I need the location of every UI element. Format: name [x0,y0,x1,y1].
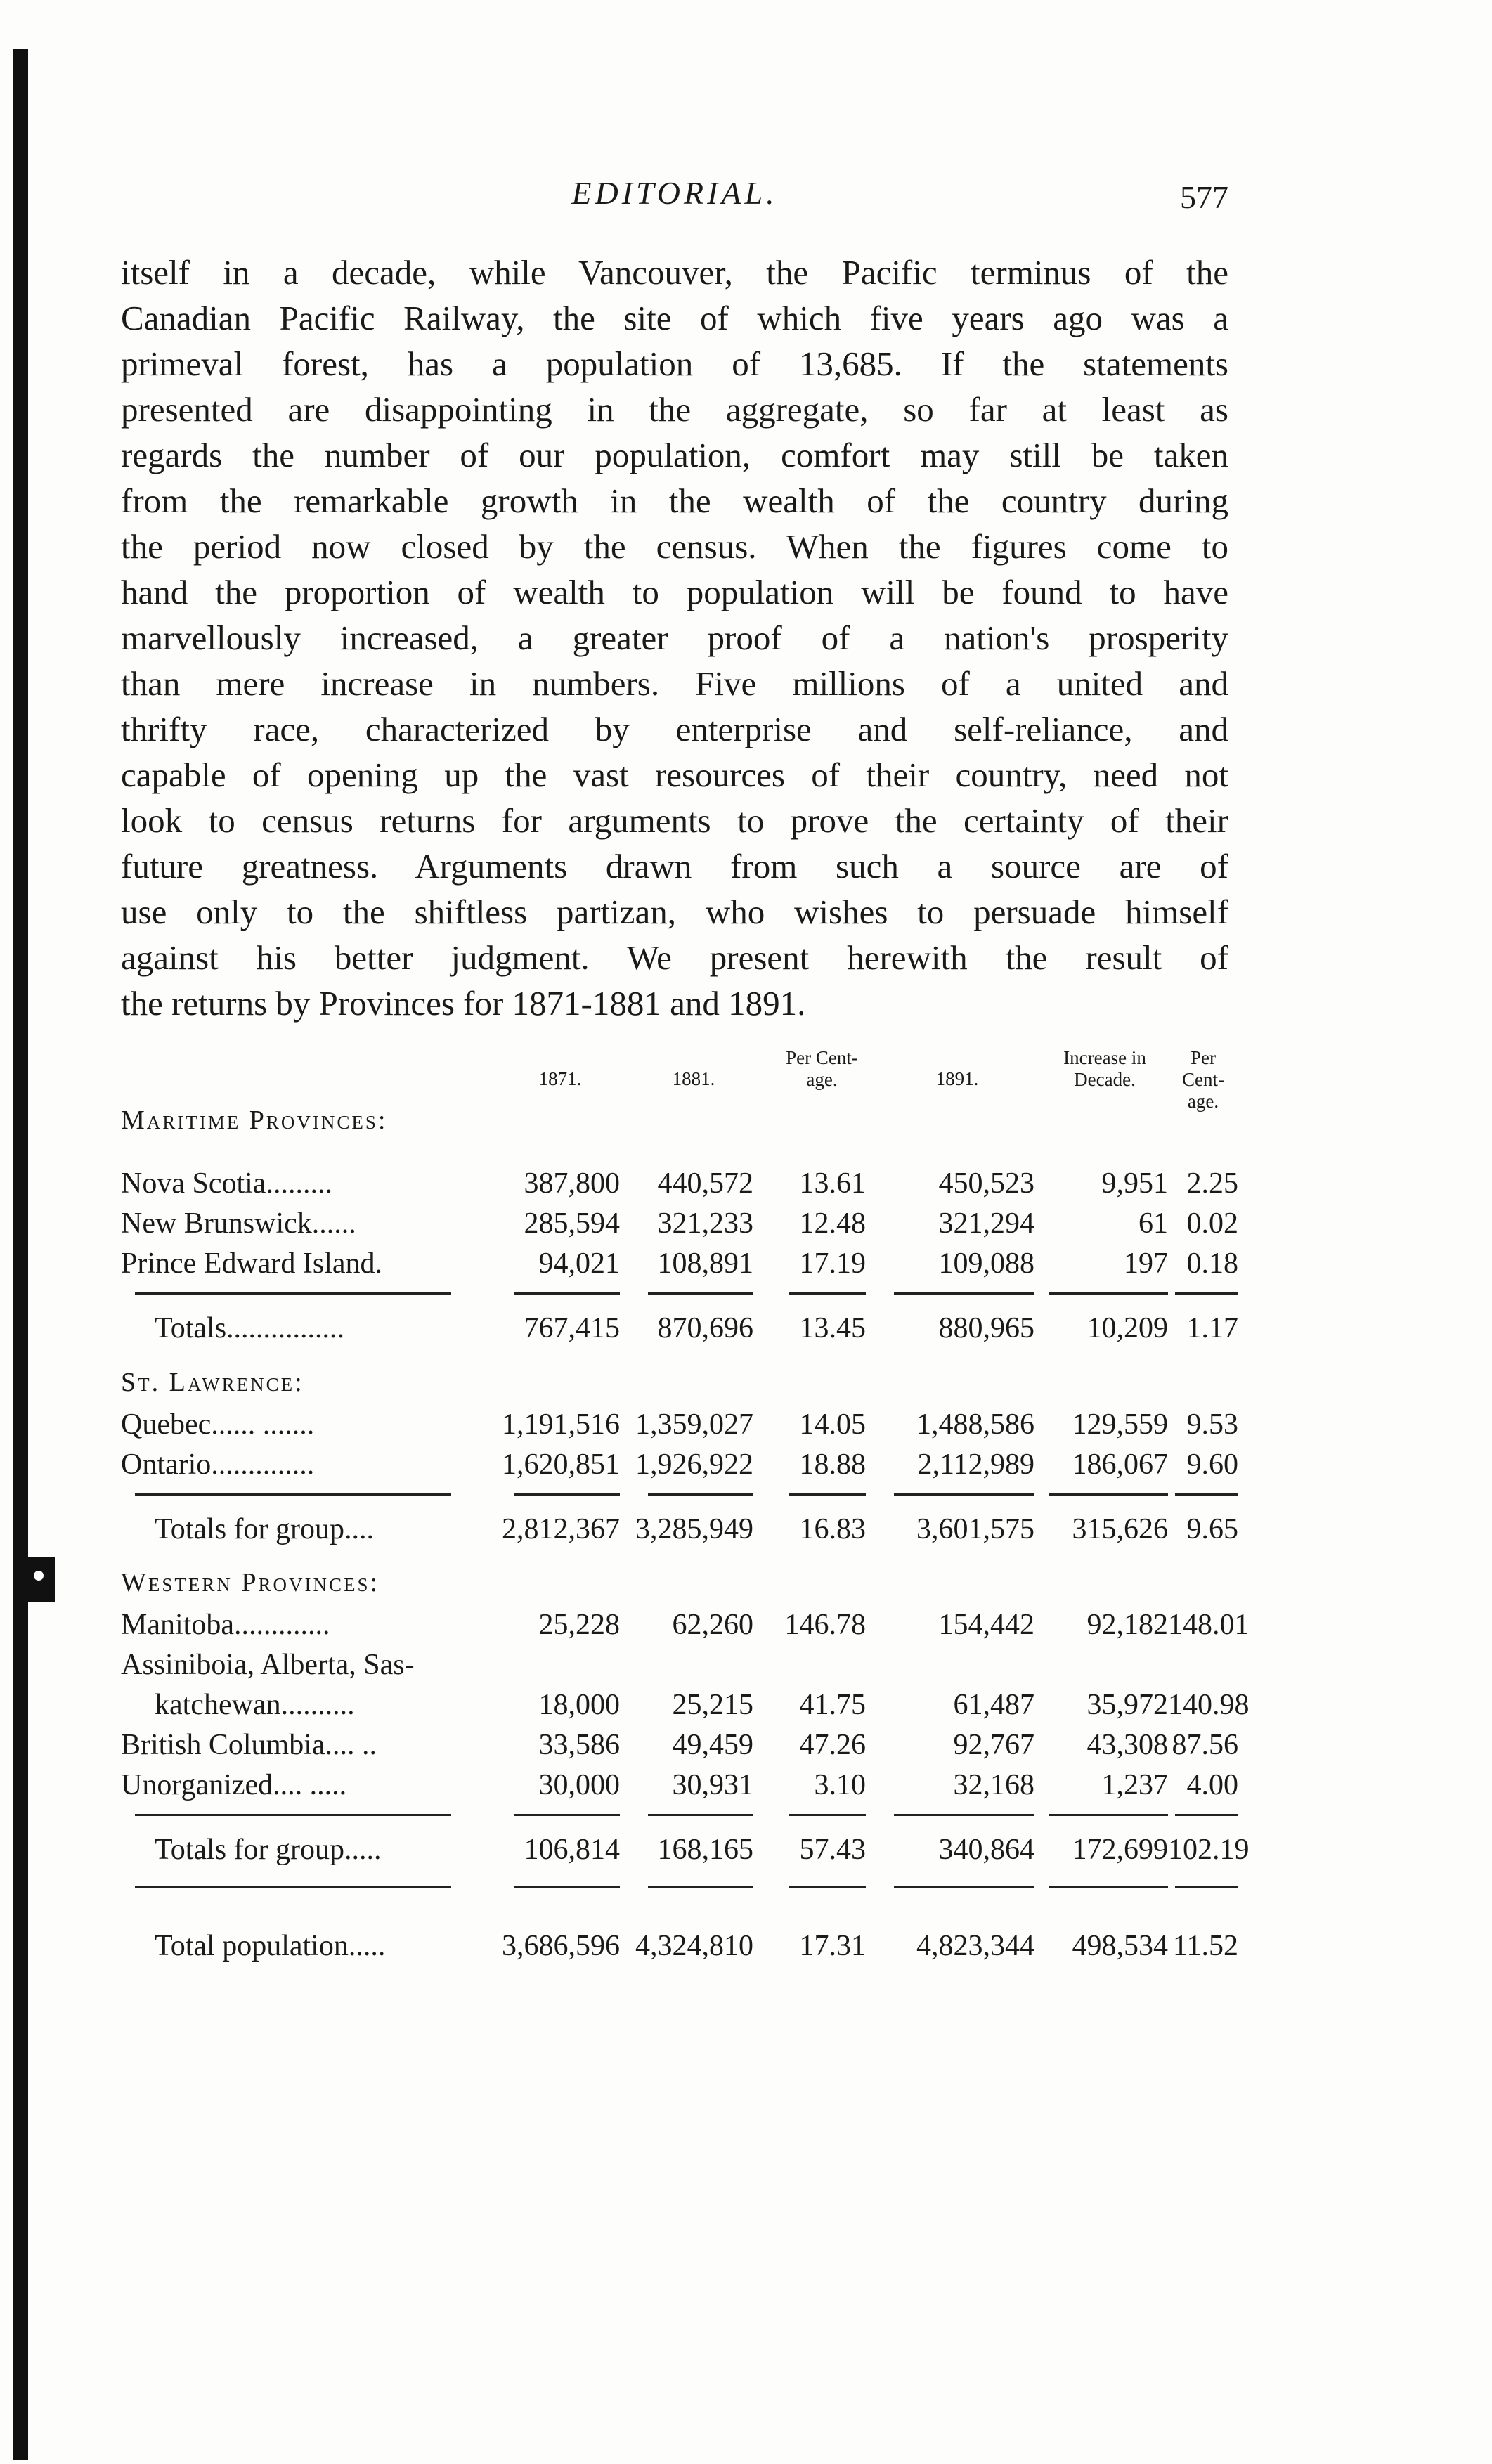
text-line: look to census returns for arguments to prove the certainty of their [121,801,1228,840]
table-cell: 1,191,516 [502,1408,620,1441]
table-rule [1175,1886,1238,1888]
group-title: Maritime Provinces: [121,1105,388,1135]
table-cell: 154,442 [938,1609,1034,1641]
table-rule [1175,1814,1238,1816]
table-cell: 440,572 [657,1167,753,1200]
table-row [121,1728,1238,1768]
table-cell: 9.53 [1186,1408,1238,1441]
row-label: British Columbia.... .. [121,1729,377,1761]
group-title: St. Lawrence: [121,1368,304,1397]
page-number: 577 [1180,179,1228,215]
table-rule [894,1886,1034,1888]
table-rule [789,1493,866,1496]
table-cell: 498,534 [1072,1930,1168,1962]
table-cell: 4,324,810 [635,1930,753,1962]
editorial-paragraph [121,249,1228,1026]
table-cell: 61,487 [953,1689,1034,1721]
table-row [121,1167,1238,1206]
text-line: primeval forest, has a population of 13,685. If the statements [121,344,1228,383]
table-cell: 315,626 [1072,1513,1168,1545]
table-cell: 2,812,367 [502,1513,620,1545]
table-cell: 146.78 [784,1609,866,1641]
table-rule [514,1886,620,1888]
table-cell: 9.65 [1186,1513,1238,1545]
table-rule [1175,1292,1238,1295]
text-line: the period now closed by the census. When the figures come to [121,527,1228,566]
text-line: future greatness. Arguments drawn from such a source are of [121,847,1228,886]
totals-row [121,1311,1238,1351]
row-label: New Brunswick...... [121,1207,356,1240]
table-rule [1049,1886,1168,1888]
table-rule [135,1814,451,1816]
table-cell: 1,359,027 [635,1408,753,1441]
text-line: hand the proportion of wealth to population will be found to have [121,573,1228,611]
table-cell: 61 [1139,1207,1168,1240]
text-line: presented are disappointing in the aggregate, so far at least as [121,390,1228,429]
table-cell: 4.00 [1186,1769,1238,1801]
table-cell: 109,088 [938,1247,1034,1280]
table-row [121,1207,1238,1246]
row-label: Totals for group.... [155,1513,375,1545]
table-rule [1049,1292,1168,1295]
table-rule [648,1292,753,1295]
table-cell: 1,488,586 [916,1408,1034,1441]
table-cell: 9.60 [1186,1448,1238,1481]
row-label: Nova Scotia......... [121,1167,332,1200]
table-cell: 18,000 [538,1689,620,1721]
table-rule [648,1493,753,1496]
scan-edge-bar [13,49,28,2460]
text-line: than mere increase in numbers. Five millions of a united and [121,664,1228,703]
text-line: regards the number of our population, comfort may still be taken [121,436,1228,474]
column-header: 1871. [538,1068,582,1089]
text-line: against his better judgment. We present herewith the result of [121,938,1228,977]
table-cell: 186,067 [1072,1448,1168,1481]
table-cell: 106,814 [524,1834,620,1866]
table-row [121,1608,1250,1647]
table-cell: 450,523 [938,1167,1034,1200]
table-cell: 16.83 [799,1513,866,1545]
table-cell: 25,215 [672,1689,753,1721]
table-cell: 197 [1124,1247,1168,1280]
table-cell: 285,594 [524,1207,620,1240]
table-cell: 321,294 [938,1207,1034,1240]
row-label: Assiniboia, Alberta, Sas- [121,1649,415,1681]
table-cell: 92,767 [953,1729,1034,1761]
column-header: 1881. [672,1068,715,1089]
table-row [121,1688,1250,1727]
table-cell: 17.31 [799,1930,866,1962]
table-cell: 41.75 [799,1689,866,1721]
table-cell: 92,182 [1086,1609,1168,1641]
group-title: Western Provinces: [121,1568,380,1597]
table-cell: 129,559 [1072,1408,1168,1441]
table-cell: 57.43 [799,1834,866,1866]
text-line: itself in a decade, while Vancouver, the Pacific terminus of the [121,253,1228,292]
table-row [121,1768,1238,1808]
table-cell: 87.56 [1172,1729,1238,1761]
table-cell: 108,891 [657,1247,753,1280]
table-cell: 13.45 [799,1312,866,1344]
table-cell: 17.19 [799,1247,866,1280]
table-cell: 1,620,851 [502,1448,620,1481]
table-cell: 3,686,596 [502,1930,620,1962]
text-line: from the remarkable growth in the wealth of the country during [121,481,1228,520]
totals-row [121,1833,1250,1872]
table-rule [648,1814,753,1816]
table-row [121,1247,1238,1286]
text-line: Canadian Pacific Railway, the site of which five years ago was a [121,299,1228,337]
table-rule [514,1493,620,1496]
table-cell: 870,696 [657,1312,753,1344]
table-cell: 43,308 [1086,1729,1168,1761]
text-line: use only to the shiftless partizan, who wishes to persuade himself [121,893,1228,931]
text-line: marvellously increased, a greater proof of a nation's prosperity [121,618,1228,657]
table-cell: 102.19 [1168,1834,1250,1866]
column-header: 1891. [935,1068,979,1089]
table-cell: 4,823,344 [916,1930,1034,1962]
table-cell: 94,021 [538,1247,620,1280]
table-rule [894,1493,1034,1496]
table-rule [514,1814,620,1816]
row-label: katchewan.......... [155,1689,355,1721]
row-label: Prince Edward Island. [121,1247,383,1280]
table-cell: 3.10 [814,1769,866,1801]
text-line: thrifty race, characterized by enterprise and self-reliance, and [121,710,1228,748]
table-rule [135,1493,451,1496]
table-cell: 32,168 [953,1769,1034,1801]
table-rule [1049,1493,1168,1496]
page-header [121,174,1228,223]
table-cell: 30,931 [672,1769,753,1801]
column-header: Increase in Decade. [1063,1047,1146,1090]
table-rule [648,1886,753,1888]
table-row [121,1408,1238,1447]
row-label: Unorganized.... ..... [121,1769,347,1801]
table-cell: 168,165 [657,1834,753,1866]
table-cell: 47.26 [799,1729,866,1761]
table-rule [789,1292,866,1295]
totals-row [121,1512,1238,1552]
table-rule [789,1886,866,1888]
text-line: capable of opening up the vast resources of their country, need not [121,756,1228,794]
table-cell: 10,209 [1086,1312,1168,1344]
table-rule [894,1292,1034,1295]
table-rule [894,1814,1034,1816]
row-label: Totals for group..... [155,1834,382,1866]
row-label: Total population..... [155,1930,386,1962]
table-cell: 0.02 [1186,1207,1238,1240]
table-cell: 880,965 [938,1312,1034,1344]
table-cell: 340,864 [938,1834,1034,1866]
row-label: Manitoba............. [121,1609,330,1641]
table-cell: 30,000 [538,1769,620,1801]
table-rule [789,1814,866,1816]
table-cell: 1.17 [1186,1312,1238,1344]
running-title: EDITORIAL. [571,175,778,211]
table-cell: 9,951 [1101,1167,1168,1200]
table-rule [1175,1493,1238,1496]
table-row [121,1448,1238,1487]
scan-edge-mark [28,1557,55,1602]
table-cell: 767,415 [524,1312,620,1344]
column-header: Per Cent-age. [1182,1047,1224,1112]
table-cell: 25,228 [538,1609,620,1641]
row-label: Quebec...... ....... [121,1408,315,1441]
text-line: the returns by Provinces for 1871-1881 and 1891. [121,984,806,1023]
table-cell: 18.88 [799,1448,866,1481]
table-rule [135,1292,451,1295]
table-cell: 387,800 [524,1167,620,1200]
grand-total-row [121,1929,1238,1969]
table-rule [135,1886,451,1888]
table-cell: 172,699 [1072,1834,1168,1866]
table-cell: 13.61 [799,1167,866,1200]
table-cell: 62,260 [672,1609,753,1641]
column-header: Per Cent-age. [786,1047,858,1090]
table-cell: 3,601,575 [916,1513,1034,1545]
table-cell: 321,233 [657,1207,753,1240]
table-cell: 49,459 [672,1729,753,1761]
table-rule [514,1292,620,1295]
table-cell: 2.25 [1186,1167,1238,1200]
table-cell: 12.48 [799,1207,866,1240]
table-cell: 140.98 [1168,1689,1250,1721]
table-cell: 148.01 [1168,1609,1250,1641]
table-cell: 2,112,989 [917,1448,1034,1481]
table-cell: 3,285,949 [635,1513,753,1545]
table-cell: 11.52 [1173,1930,1238,1962]
table-cell: 14.05 [799,1408,866,1441]
table-cell: 33,586 [538,1729,620,1761]
table-cell: 1,237 [1101,1769,1168,1801]
table-row [121,1648,1238,1687]
table-cell: 1,926,922 [635,1448,753,1481]
row-label: Totals................ [155,1312,345,1344]
row-label: Ontario.............. [121,1448,315,1481]
table-cell: 0.18 [1186,1247,1238,1280]
table-cell: 35,972 [1086,1689,1168,1721]
table-rule [1049,1814,1168,1816]
